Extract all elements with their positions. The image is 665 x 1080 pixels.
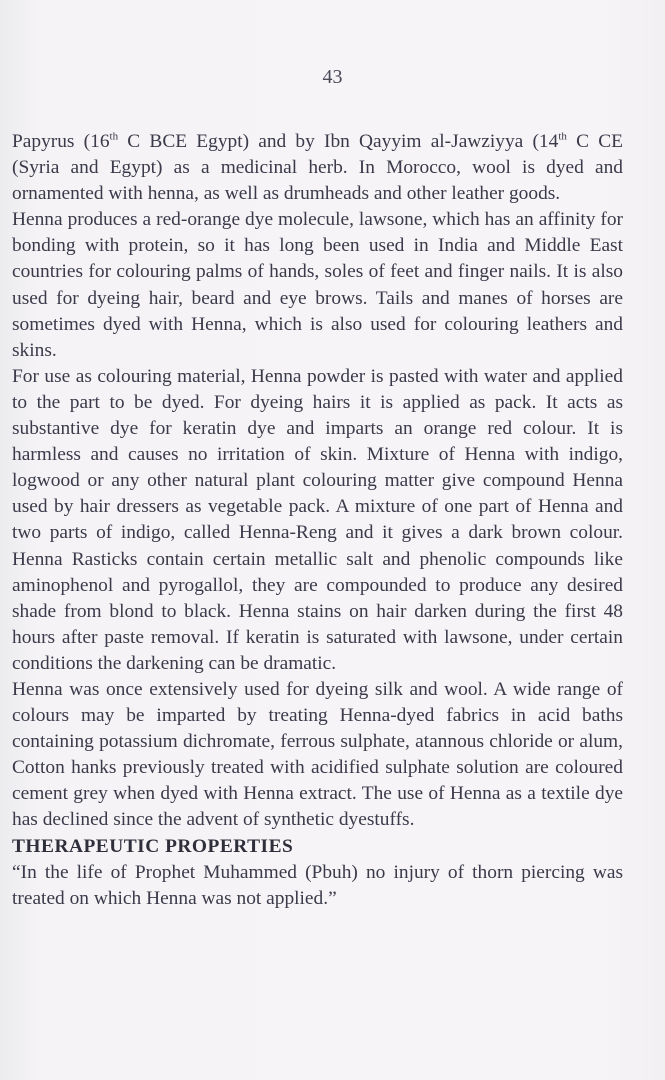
paragraph-papyrus: Papyrus (16th C BCE Egypt) and by Ibn Qayyim al-Jawziyya (14th C CE (Syria and Egypt) as a medicinal herb. In Morocco, wool is dyed and ornamented with henna, as well as drumheads and other leather goods. — [12, 130, 623, 205]
section-heading: THERAPEUTIC PROPERTIES — [12, 835, 294, 857]
page-body — [12, 129, 623, 912]
quote-paragraph: “In the life of Prophet Muhammed (Pbuh) no injury of thorn piercing was treated on which Henna was not applied.” — [12, 861, 623, 909]
page-number: 43 — [322, 66, 343, 88]
paragraph-textile-dyeing: Henna was once extensively used for dyeing silk and wool. A wide range of colours may be imparted by treating Henna-dyed fabrics in acid baths containing potassium dichromate, ferrous sulphate, atannous chloride or alum, Cotton hanks previously treated with acidified sulphate solution are coloured cement grey when dyed with Henna extract. The use of Henna as a textile dye has declined since the advent of synthetic dyestuffs. — [12, 678, 623, 831]
paragraph-colouring-material: For use as colouring material, Henna powder is pasted with water and applied to the part to be dyed. For dyeing hairs it is applied as pack. It acts as substantive dye for keratin dye and imparts an orange red colour. It is harmless and causes no irritation of skin. Mixture of Henna with indigo, logwood or any other natural plant colouring matter give compound Henna used by hair dressers as vegetable pack. A mixture of one part of Henna and two parts of indigo, called Henna-Reng and it gives a dark brown colour. Henna Rasticks contain certain metallic salt and phenolic compounds like aminophenol and pyrogallol, they are compounded to produce any desired shade from blond to black. Henna stains on hair darken during the first 48 hours after paste removal. If keratin is saturated with lawsone, under certain conditions the darkening can be dramatic. — [12, 365, 623, 674]
paragraph-lawsone: Henna produces a red-orange dye molecule, lawsone, which has an affinity for bonding with protein, so it has long been used in India and Middle East countries for colouring palms of hands, soles of feet and finger nails. It is also used for dyeing hair, beard and eye brows. Tails and manes of horses are sometimes dyed with Henna, which is also used for colouring leathers and skins. — [12, 209, 623, 361]
